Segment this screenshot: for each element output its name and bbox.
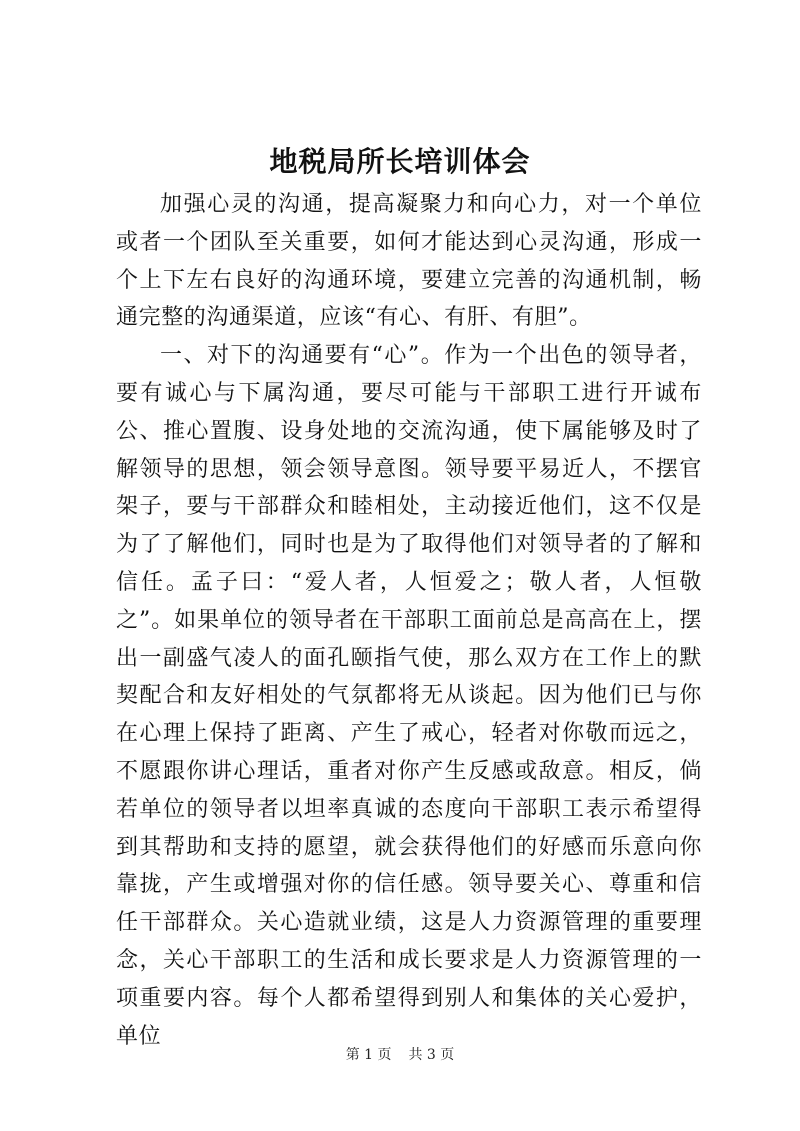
paragraph-intro: 加强心灵的沟通，提高凝聚力和向心力，对一个单位或者一个团队至关重要，如何才能达到心灵沟通，形成一个上下左右良好的沟通环境，要建立完善的沟通机制，畅通完整的沟通渠道，应该“有心、有肝、有胆”。 <box>116 192 702 331</box>
page-footer <box>0 1046 800 1064</box>
document-body <box>116 186 702 1055</box>
page-number: 第 1 页 <box>345 1047 392 1063</box>
total-pages: 共 3 页 <box>408 1047 455 1063</box>
paragraph-section-one: 一、对下的沟通要有“心”。作为一个出色的领导者，要有诚心与下属沟通，要尽可能与干部职工进行开诚布公、推心置腹、设身处地的交流沟通，使下属能够及时了解领导的思想，领会领导意图。领导要平易近人，不摆官架子，要与干部群众和睦相处，主动接近他们，这不仅是为了了解他们，同时也是为了取得他们对领导者的了解和信任。孟子曰：“爱人者，人恒爱之；敬人者，人恒敬之”。如果单位的领导者在干部职工面前总是高高在上，摆出一副盛气凌人的面孔颐指气使，那么双方在工作上的默契配合和友好相处的气氛都将无从谈起。因为他们已与你在心理上保持了距离、产生了戒心，轻者对你敬而远之，不愿跟你讲心理话，重者对你产生反感或敌意。相反，倘若单位的领导者以坦率真诚的态度向干部职工表示希望得到其帮助和支持的愿望，就会获得他们的好感而乐意向你靠拢，产生或增强对你的信任感。领导要关心、尊重和信任干部群众。关心造就业绩，这是人力资源管理的重要理念，关心干部职工的生活和成长要求是人力资源管理的一项重要内容。每个人都希望得到别人和集体的关心爱护，单位 <box>116 343 702 1049</box>
document-title: 地税局所长培训体会 <box>269 145 531 178</box>
